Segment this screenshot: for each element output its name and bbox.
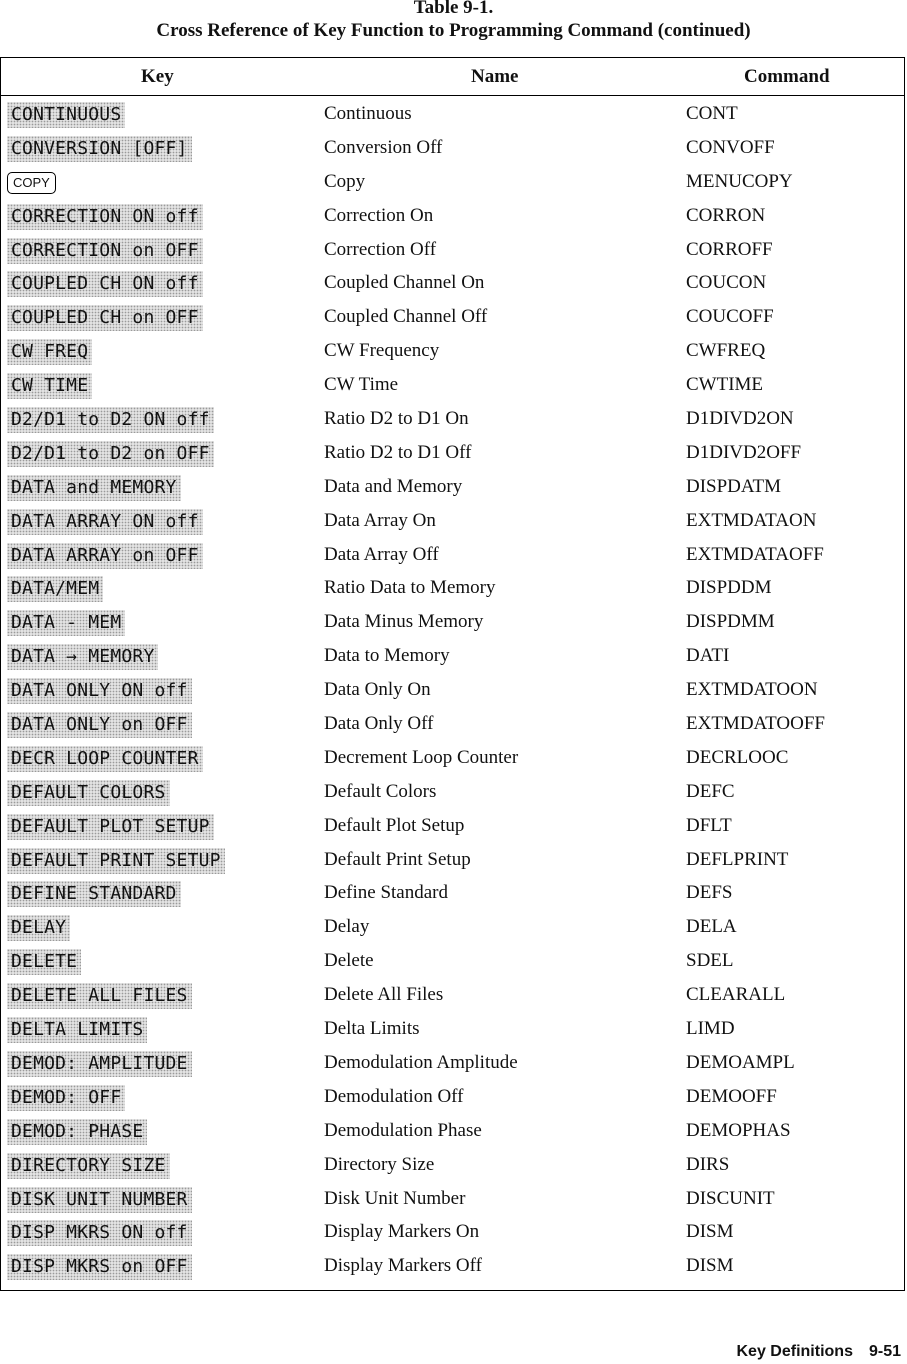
softkey-label: DEFAULT PLOT SETUP bbox=[7, 814, 214, 840]
table-row bbox=[1, 1148, 904, 1182]
table-row bbox=[1, 673, 904, 707]
function-name: Data Only On bbox=[324, 679, 431, 701]
programming-command: DISCUNIT bbox=[686, 1187, 775, 1209]
function-name: Display Markers Off bbox=[324, 1255, 482, 1277]
column-header-command: Command bbox=[744, 66, 830, 87]
table-row bbox=[1, 165, 904, 199]
softkey-label: DATA - MEM bbox=[7, 610, 125, 636]
table-row bbox=[1, 707, 904, 741]
table-row bbox=[1, 876, 904, 910]
programming-command: DISM bbox=[686, 1221, 734, 1243]
softkey-label: DATA/MEM bbox=[7, 576, 103, 602]
function-name: Delta Limits bbox=[324, 1018, 420, 1040]
softkey-label: DISK UNIT NUMBER bbox=[7, 1187, 192, 1213]
function-name: Copy bbox=[324, 170, 366, 192]
table-row bbox=[1, 944, 904, 978]
table-row bbox=[1, 402, 904, 436]
function-name: Default Colors bbox=[324, 780, 437, 802]
table-row bbox=[1, 775, 904, 809]
hardkey-label: COPY bbox=[7, 172, 56, 194]
softkey-label: DEMOD: OFF bbox=[7, 1085, 125, 1111]
function-name: Display Markers On bbox=[324, 1221, 480, 1243]
function-name: Data Array On bbox=[324, 509, 436, 531]
softkey-label: CONTINUOUS bbox=[7, 102, 125, 128]
table-row bbox=[1, 131, 904, 165]
programming-command: DIRS bbox=[686, 1153, 730, 1175]
programming-command: D1DIVD2ON bbox=[686, 408, 794, 430]
softkey-label: DATA ONLY ON off bbox=[7, 678, 192, 704]
table-row bbox=[1, 1182, 904, 1216]
programming-command: DISPDMM bbox=[686, 611, 775, 633]
cross-reference-table bbox=[0, 57, 905, 1291]
table-row bbox=[1, 741, 904, 775]
function-name: Ratio D2 to D1 On bbox=[324, 408, 469, 430]
table-row bbox=[1, 605, 904, 639]
programming-command: CORROFF bbox=[686, 238, 773, 260]
table-row bbox=[1, 199, 904, 233]
table-row bbox=[1, 436, 904, 470]
programming-command: DECRLOOC bbox=[686, 746, 789, 768]
function-name: Correction On bbox=[324, 204, 434, 226]
softkey-label: DATA and MEMORY bbox=[7, 475, 181, 501]
function-name: Data Array Off bbox=[324, 543, 439, 565]
function-name: Demodulation Amplitude bbox=[324, 1051, 518, 1073]
softkey-label: DATA ONLY on OFF bbox=[7, 712, 192, 738]
function-name: Data Minus Memory bbox=[324, 611, 484, 633]
softkey-label: DISP MKRS on OFF bbox=[7, 1254, 192, 1280]
function-name: Correction Off bbox=[324, 238, 437, 260]
programming-command: COUCON bbox=[686, 272, 767, 294]
softkey-label: CW TIME bbox=[7, 373, 92, 399]
function-name: Delete bbox=[324, 950, 374, 972]
softkey-label: DELAY bbox=[7, 915, 70, 941]
softkey-label: DECR LOOP COUNTER bbox=[7, 746, 203, 772]
function-name: Demodulation Phase bbox=[324, 1119, 482, 1141]
softkey-label: DEMOD: AMPLITUDE bbox=[7, 1051, 192, 1077]
table-row bbox=[1, 1080, 904, 1114]
programming-command: DATI bbox=[686, 645, 730, 667]
softkey-label: DEFAULT PRINT SETUP bbox=[7, 848, 225, 874]
function-name: Disk Unit Number bbox=[324, 1187, 466, 1209]
programming-command: DEFLPRINT bbox=[686, 848, 789, 870]
table-row bbox=[1, 97, 904, 131]
softkey-label: DEMOD: PHASE bbox=[7, 1119, 147, 1145]
function-name: Data and Memory bbox=[324, 475, 463, 497]
softkey-label: DELETE bbox=[7, 949, 81, 975]
function-name: Data Only Off bbox=[324, 713, 434, 735]
table-row bbox=[1, 1215, 904, 1249]
function-name: Directory Size bbox=[324, 1153, 435, 1175]
programming-command: DEMOOFF bbox=[686, 1085, 777, 1107]
softkey-label: DELETE ALL FILES bbox=[7, 983, 192, 1009]
function-name: CW Time bbox=[324, 374, 399, 396]
softkey-label: DATA ARRAY on OFF bbox=[7, 543, 203, 569]
table-row bbox=[1, 639, 904, 673]
softkey-label: COUPLED CH on OFF bbox=[7, 305, 203, 331]
table-row bbox=[1, 1249, 904, 1283]
softkey-label: COUPLED CH ON off bbox=[7, 271, 203, 297]
softkey-label: DISP MKRS ON off bbox=[7, 1220, 192, 1246]
table-row bbox=[1, 571, 904, 605]
function-name: Define Standard bbox=[324, 882, 448, 904]
programming-command: DISPDATM bbox=[686, 475, 782, 497]
programming-command: CWFREQ bbox=[686, 340, 766, 362]
programming-command: D1DIVD2OFF bbox=[686, 441, 802, 463]
softkey-label: DATA → MEMORY bbox=[7, 644, 158, 670]
table-row bbox=[1, 266, 904, 300]
programming-command: EXTMDATAOFF bbox=[686, 543, 824, 565]
softkey-label: D2/D1 to D2 ON off bbox=[7, 407, 214, 433]
function-name: Continuous bbox=[324, 103, 412, 124]
table-row bbox=[1, 809, 904, 843]
table-row bbox=[1, 843, 904, 877]
programming-command: DEMOAMPL bbox=[686, 1051, 795, 1073]
softkey-label: CONVERSION [OFF] bbox=[7, 136, 192, 162]
softkey-label: DATA ARRAY ON off bbox=[7, 509, 203, 535]
programming-command: DEMOPHAS bbox=[686, 1119, 791, 1141]
programming-command: EXTMDATAON bbox=[686, 509, 817, 531]
table-row bbox=[1, 538, 904, 572]
programming-command: DELA bbox=[686, 916, 737, 938]
footer-section-title: Key Definitions bbox=[736, 1343, 853, 1360]
table-header-row bbox=[1, 58, 904, 96]
footer-page-number: 9-51 bbox=[868, 1343, 901, 1360]
programming-command: COUCOFF bbox=[686, 306, 774, 328]
programming-command: EXTMDATOON bbox=[686, 679, 818, 701]
softkey-label: CW FREQ bbox=[7, 339, 92, 365]
table-row bbox=[1, 978, 904, 1012]
column-header-name: Name bbox=[471, 66, 519, 87]
programming-command: DFLT bbox=[686, 814, 732, 836]
programming-command: MENUCOPY bbox=[686, 170, 793, 192]
softkey-label: DEFAULT COLORS bbox=[7, 780, 170, 806]
table-row bbox=[1, 368, 904, 402]
table-row bbox=[1, 504, 904, 538]
function-name: Default Plot Setup bbox=[324, 814, 465, 836]
function-name: CW Frequency bbox=[324, 340, 440, 362]
table-number: Table 9-1. bbox=[413, 0, 494, 18]
table-row bbox=[1, 334, 904, 368]
programming-command: CWTIME bbox=[686, 374, 764, 396]
programming-command: CONT bbox=[686, 103, 738, 124]
function-name: Ratio D2 to D1 Off bbox=[324, 441, 472, 463]
table-row bbox=[1, 1012, 904, 1046]
function-name: Delay bbox=[324, 916, 370, 938]
function-name: Coupled Channel On bbox=[324, 272, 485, 294]
table-row bbox=[1, 1046, 904, 1080]
programming-command: CONVOFF bbox=[686, 136, 775, 158]
column-header-key: Key bbox=[141, 66, 174, 87]
programming-command: CORRON bbox=[686, 204, 766, 226]
function-name: Delete All Files bbox=[324, 984, 444, 1006]
table-row bbox=[1, 300, 904, 334]
programming-command: DEFS bbox=[686, 882, 733, 904]
function-name: Demodulation Off bbox=[324, 1085, 464, 1107]
softkey-label: DIRECTORY SIZE bbox=[7, 1153, 170, 1179]
softkey-label: DELTA LIMITS bbox=[7, 1017, 147, 1043]
softkey-label: D2/D1 to D2 on OFF bbox=[7, 441, 214, 467]
softkey-label: CORRECTION ON off bbox=[7, 204, 203, 230]
programming-command: DISM bbox=[686, 1255, 734, 1277]
softkey-label: DEFINE STANDARD bbox=[7, 881, 181, 907]
function-name: Ratio Data to Memory bbox=[324, 577, 496, 599]
programming-command: SDEL bbox=[686, 950, 734, 972]
softkey-label: CORRECTION on OFF bbox=[7, 238, 203, 264]
programming-command: DEFC bbox=[686, 780, 735, 802]
function-name: Conversion Off bbox=[324, 136, 443, 158]
programming-command: CLEARALL bbox=[686, 984, 786, 1006]
table-row bbox=[1, 910, 904, 944]
function-name: Coupled Channel Off bbox=[324, 306, 488, 328]
table-row bbox=[1, 470, 904, 504]
table-body bbox=[1, 97, 904, 1283]
table-title: Cross Reference of Key Function to Programming Command (continued) bbox=[156, 20, 751, 41]
programming-command: DISPDDM bbox=[686, 577, 772, 599]
table-row bbox=[1, 1114, 904, 1148]
programming-command: LIMD bbox=[686, 1018, 735, 1040]
function-name: Default Print Setup bbox=[324, 848, 471, 870]
function-name: Data to Memory bbox=[324, 645, 450, 667]
function-name: Decrement Loop Counter bbox=[324, 746, 519, 768]
page-footer bbox=[737, 1343, 902, 1361]
programming-command: EXTMDATOOFF bbox=[686, 713, 826, 735]
table-row bbox=[1, 233, 904, 267]
